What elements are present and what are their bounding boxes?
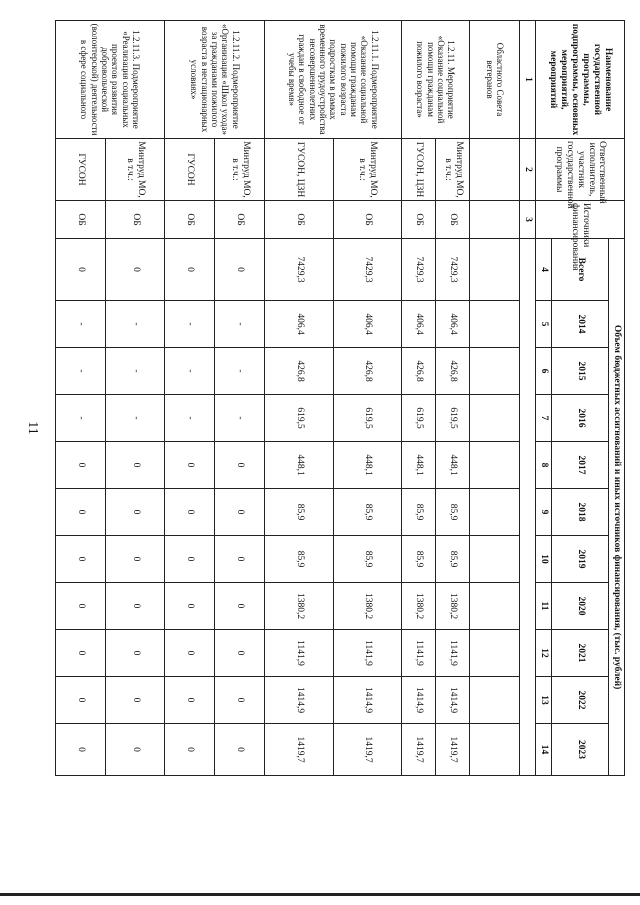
value-cell: 1141,9 — [436, 630, 470, 677]
value-cell: 85,9 — [333, 489, 401, 536]
column-number: 3 — [520, 201, 536, 239]
value-cell: 0 — [215, 536, 265, 583]
value-cell: 426,8 — [436, 348, 470, 395]
column-number: 12 — [536, 630, 552, 677]
value-cell: 7429,3 — [333, 239, 401, 301]
value-cell: 0 — [165, 239, 215, 301]
value-cell — [470, 395, 520, 442]
value-cell: 7429,3 — [265, 239, 333, 301]
value-cell — [470, 724, 520, 776]
row-source: ОБ — [402, 201, 436, 239]
value-cell: 0 — [106, 724, 165, 776]
header-year: 2014 — [552, 301, 609, 348]
value-cell: 619,5 — [265, 395, 333, 442]
page-number: 11 — [25, 421, 40, 435]
value-cell: 1414,9 — [333, 677, 401, 724]
row-executor: Минтруд МО, в т.ч.: — [333, 139, 401, 201]
value-cell: 1380,2 — [402, 583, 436, 630]
value-cell: 1419,7 — [402, 724, 436, 776]
value-cell: - — [165, 301, 215, 348]
column-number: 7 — [536, 395, 552, 442]
row-source: ОБ — [333, 201, 401, 239]
value-cell — [470, 489, 520, 536]
column-number: 10 — [536, 536, 552, 583]
header-year: 2019 — [552, 536, 609, 583]
value-cell: 1141,9 — [265, 630, 333, 677]
row-executor: Минтруд МО, в т.ч.: — [215, 139, 265, 201]
column-number: 8 — [536, 442, 552, 489]
column-number: 4 — [536, 239, 552, 301]
value-cell: 0 — [106, 583, 165, 630]
value-cell: 85,9 — [265, 489, 333, 536]
column-number: 9 — [536, 489, 552, 536]
value-cell: 7429,3 — [436, 239, 470, 301]
value-cell: 619,5 — [436, 395, 470, 442]
value-cell — [470, 536, 520, 583]
value-cell: 1419,7 — [265, 724, 333, 776]
row-executor: ГУСОН, ЦЗН — [402, 139, 436, 201]
value-cell: 0 — [56, 677, 106, 724]
value-cell: 0 — [165, 536, 215, 583]
column-number: 5 — [536, 301, 552, 348]
table-body — [56, 21, 520, 776]
row-name: 1.2.11.2. Подмероприятие «Организация «Школ ухода» за гражданами пожилого возраста в нестационарных условиях» — [165, 21, 265, 139]
value-cell: - — [215, 395, 265, 442]
value-cell: 0 — [106, 630, 165, 677]
row-source: ОБ — [56, 201, 106, 239]
header-name: Наименование государственной программы, подпрограммы, основных мероприятий, мероприятий — [536, 21, 625, 139]
value-cell: 0 — [165, 677, 215, 724]
column-number: 14 — [536, 724, 552, 776]
value-cell: 0 — [106, 677, 165, 724]
row-source: ОБ — [265, 201, 333, 239]
value-cell: 406,4 — [333, 301, 401, 348]
value-cell: 448,1 — [265, 442, 333, 489]
value-cell: 85,9 — [436, 536, 470, 583]
row-source — [470, 201, 520, 239]
value-cell: 0 — [215, 583, 265, 630]
row-name: 1.2.11.1. Подмероприятие «Оказание социальной помощи гражданам пожилого возраста подросткам в рамках временного трудоустройства несовершеннолетних граждан в свободное от учебы время» — [265, 21, 402, 139]
value-cell — [470, 442, 520, 489]
value-cell — [470, 630, 520, 677]
row-executor: Минтруд МО, в т.ч.: — [106, 139, 165, 201]
value-cell: 0 — [56, 489, 106, 536]
value-cell: 7429,3 — [402, 239, 436, 301]
value-cell: 0 — [106, 442, 165, 489]
row-name: Областного Совета ветеранов — [470, 21, 520, 139]
header-year: 2022 — [552, 677, 609, 724]
value-cell: 85,9 — [402, 536, 436, 583]
row-name: 1.2.11.3. Подмероприятие «Реализация социальных проектов развития добровольческой (волонтерской) деятельности в сфере социального — [56, 21, 165, 139]
header-year: 2020 — [552, 583, 609, 630]
value-cell: 448,1 — [333, 442, 401, 489]
value-cell: 1414,9 — [402, 677, 436, 724]
value-cell: 406,4 — [402, 301, 436, 348]
row-executor: Минтруд МО, в т.ч.: — [436, 139, 470, 201]
value-cell: 1141,9 — [402, 630, 436, 677]
value-cell: 0 — [56, 583, 106, 630]
column-number: 2 — [520, 139, 536, 201]
value-cell: 0 — [165, 724, 215, 776]
value-cell: - — [215, 348, 265, 395]
value-cell: 406,4 — [265, 301, 333, 348]
header-year: 2021 — [552, 630, 609, 677]
value-cell: 85,9 — [265, 536, 333, 583]
value-cell: - — [56, 348, 106, 395]
value-cell — [470, 301, 520, 348]
column-number: 6 — [536, 348, 552, 395]
header-year: 2023 — [552, 724, 609, 776]
value-cell: 1414,9 — [436, 677, 470, 724]
column-number: 13 — [536, 677, 552, 724]
value-cell: 0 — [165, 489, 215, 536]
column-number: 11 — [536, 583, 552, 630]
value-cell: - — [165, 395, 215, 442]
value-cell: 85,9 — [333, 536, 401, 583]
value-cell: 85,9 — [402, 489, 436, 536]
header-year: 2016 — [552, 395, 609, 442]
value-cell: 0 — [165, 442, 215, 489]
value-cell: 0 — [215, 630, 265, 677]
row-name: 1.2.11. Мероприятие «Оказание социальной помощи гражданам пожилого возраста» — [402, 21, 470, 139]
value-cell — [470, 677, 520, 724]
value-cell: 1141,9 — [333, 630, 401, 677]
value-cell: 0 — [56, 536, 106, 583]
value-cell: 0 — [56, 630, 106, 677]
value-cell: 0 — [165, 630, 215, 677]
value-cell: 0 — [106, 239, 165, 301]
header-source: Источники финансирования — [536, 201, 625, 239]
value-cell — [470, 583, 520, 630]
table-row — [470, 21, 520, 776]
table-row — [333, 21, 401, 776]
value-cell: 1380,2 — [333, 583, 401, 630]
value-cell: 0 — [215, 442, 265, 489]
header-year: 2017 — [552, 442, 609, 489]
value-cell: 619,5 — [402, 395, 436, 442]
value-cell: 406,4 — [436, 301, 470, 348]
value-cell: 0 — [215, 724, 265, 776]
row-executor: ГУСОН — [56, 139, 106, 201]
value-cell: - — [165, 348, 215, 395]
value-cell: 85,9 — [436, 489, 470, 536]
row-source: ОБ — [106, 201, 165, 239]
rotated-table-container — [55, 20, 625, 775]
value-cell: - — [56, 301, 106, 348]
table-row — [215, 21, 265, 776]
value-cell: 1380,2 — [436, 583, 470, 630]
value-cell: 426,8 — [333, 348, 401, 395]
value-cell: 1419,7 — [333, 724, 401, 776]
value-cell: 0 — [56, 724, 106, 776]
value-cell: - — [215, 301, 265, 348]
row-executor: ГУСОН — [165, 139, 215, 201]
value-cell: 1419,7 — [436, 724, 470, 776]
value-cell: 0 — [56, 442, 106, 489]
value-cell: - — [106, 395, 165, 442]
funding-table — [55, 20, 625, 776]
row-executor: ГУСОН, ЦЗН — [265, 139, 333, 201]
value-cell: - — [106, 301, 165, 348]
value-cell: 0 — [56, 239, 106, 301]
value-cell: 619,5 — [333, 395, 401, 442]
value-cell: 1414,9 — [265, 677, 333, 724]
value-cell: 0 — [215, 239, 265, 301]
header-year: 2015 — [552, 348, 609, 395]
value-cell: 0 — [215, 489, 265, 536]
value-cell — [470, 239, 520, 301]
value-cell: 0 — [165, 583, 215, 630]
table-row — [106, 21, 165, 776]
bottom-rule — [0, 893, 640, 896]
value-cell — [470, 348, 520, 395]
spacer-cell — [520, 239, 536, 776]
header-funding-group: Объем бюджетных ассигнований и иных источников финансирования, (тыс. рублей) — [609, 239, 625, 776]
header-executor: Ответственный исполнитель, участник государственной программы — [536, 139, 625, 201]
value-cell: 0 — [106, 489, 165, 536]
row-source: ОБ — [215, 201, 265, 239]
value-cell: 448,1 — [402, 442, 436, 489]
column-number: 1 — [520, 21, 536, 139]
value-cell: 426,8 — [402, 348, 436, 395]
value-cell: 0 — [215, 677, 265, 724]
row-source: ОБ — [165, 201, 215, 239]
row-source: ОБ — [436, 201, 470, 239]
value-cell: 426,8 — [265, 348, 333, 395]
header-year: 2018 — [552, 489, 609, 536]
row-executor — [470, 139, 520, 201]
table-row — [436, 21, 470, 776]
value-cell: 0 — [106, 536, 165, 583]
value-cell: 1380,2 — [265, 583, 333, 630]
value-cell: - — [56, 395, 106, 442]
header-total: Всего — [552, 239, 609, 301]
value-cell: - — [106, 348, 165, 395]
value-cell: 448,1 — [436, 442, 470, 489]
